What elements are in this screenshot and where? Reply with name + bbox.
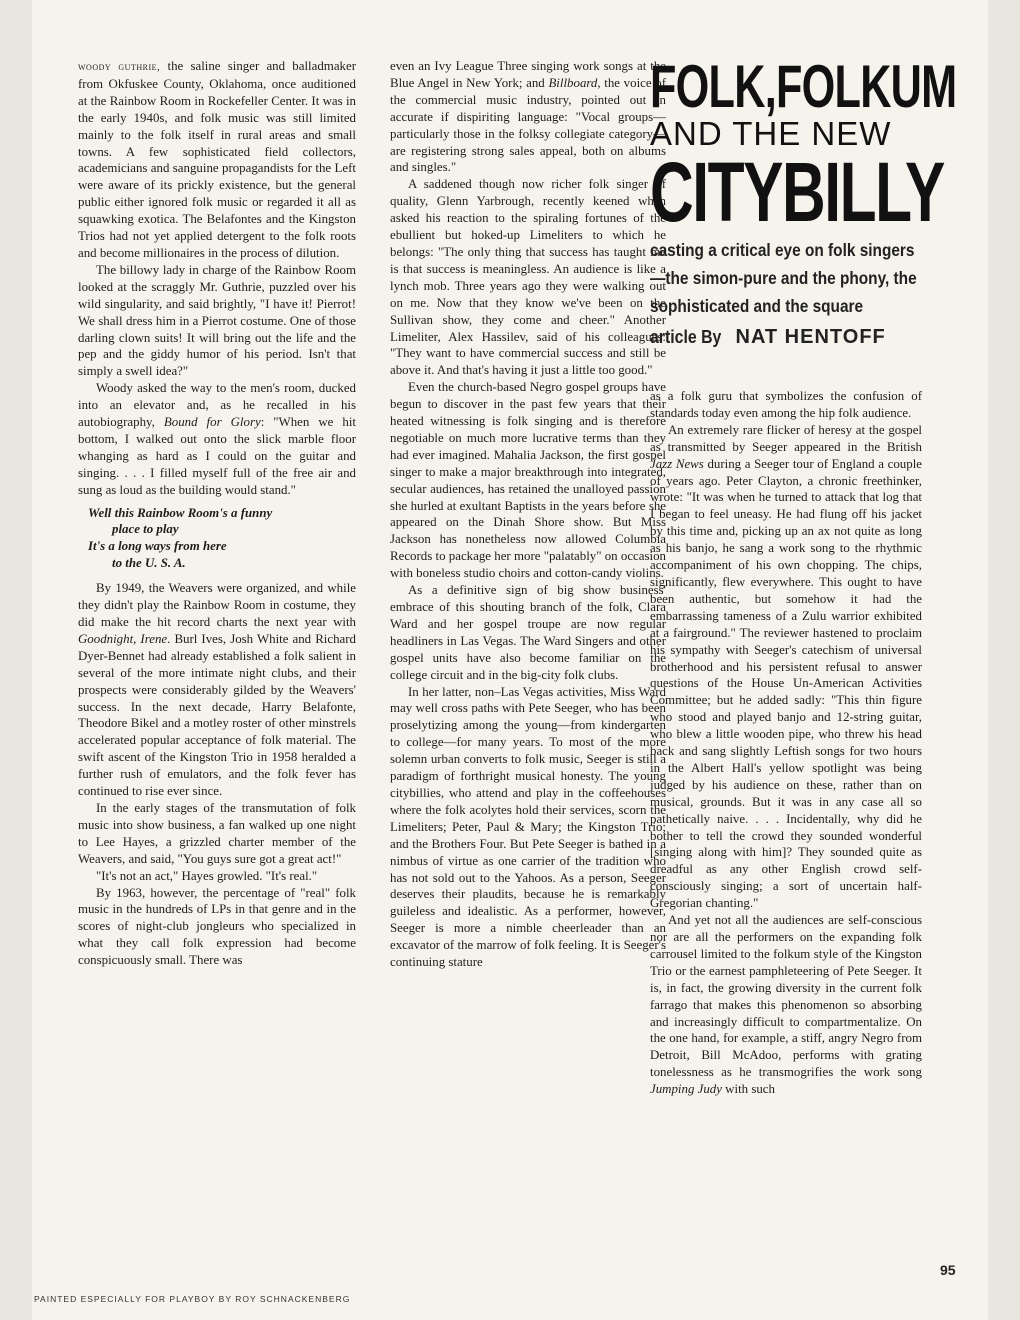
headline-line-2: AND THE NEW [650,115,892,152]
page-number: 95 [940,1262,956,1278]
paragraph: Even the church-based Negro gospel groups have begun to discover in the past few years that their heated witnessing is folk singing and is therefore negotiable on much more lucrative terms than they had ever imagined. Mahalia Jackson, the first gospel singer to make a major breakthrough into integrated, secular audiences, has retained the unalloyed passion she hurled at exultant Baptists in the years before she appeared on the Dinah Shore show. But Miss Jackson has nonetheless now allowed Columbia Records to package her more "palatably" on occasion with boneless studio choirs and cotton-candy violins. [390,380,666,581]
paragraph: In the early stages of the transmutation of folk music into show business, a fan walked up one night to Lee Hayes, a grizzled charter member of the Weavers, and said, "You guys sure got a great act!" [78,800,356,866]
paragraph: In her latter, non–Las Vegas activities, Miss Ward may well cross paths with Pete Seeger, who has been proselytizing among the young—from kindergarten to college—for many years. To most of the more solemn urban converts to folk music, Seeger is still a paradigm of forthright musical honesty. The young citybillies, who attend and play in the coffeehouses where the folk acolytes hold their services, scorn the Limeliters; Peter, Paul & Mary; the Kingston Trio; and the Brothers Four. But Pete Seeger is bathed in a nimbus of virtue as one carrier of the tradition who has not sold out to the Yahoos. As a person, Seeger deserves their plaudits, because he is remarkably guileless and idealistic. As a performer, however, Seeger is more a nimble cheerleader than an excavator of the marrow of folk feeling. It is Seeger's continuing stature [390,684,666,970]
paragraph: "It's not an act," Hayes growled. "It's real." [96,868,318,883]
paragraph: Woody asked the way to the men's room, ducked into an elevator and, as he recalled in his autobiography, Bound for Glory: "When we hit bottom, I walked out onto the slick marble floor whanging as hard as I could on the guitar and singing. . . . I filled myself full of the free air and sung as loud as the building would stand." [78,381,356,497]
illustration-credit: PAINTED ESPECIALLY FOR PLAYBOY BY ROY SCHNACKENBERG [34,1294,351,1304]
article-dek: casting a critical eye on folk singers—the simon-pure and the phony, the sophisticated and the square [650,240,917,316]
paragraph: By 1949, the Weavers were organized, and while they didn't play the Rainbow Room in costume, they did make the hit record charts the next year with Goodnight, Irene. Burl Ives, Josh White and Richard Dyer-Bennet had already established a folk salient in several of the more intimate night clubs, and their prospects were considerably gilded by the Weavers' success. In the next decade, Harry Belafonte, Theodore Bikel and a motley roster of other minstrels accelerated popular acceptance of folk material. The swift ascent of the Kingston Trio in 1958 heralded a further rush of emulators, and the folk fever has continued to rise ever since. [78,581,356,799]
magazine-page [32,0,988,1320]
magazine-title: Jazz News [650,456,704,471]
paragraph: And yet not all the audiences are self-conscious nor are all the performers on the expanding folk carrousel limited to the folkum style of the Kingston Trio or the earnest pamphleteering of Pete Seeger. It is, in fact, the growing diversity in the current folk farrago that makes this phenomenon so absorbing and increasingly difficult to compartmentalize. On the one hand, for example, a stiff, angry Negro from Detroit, Bill McAdoo, performs with grating tonelessness as he transmogrifies the work song Jumping Judy with such [650,913,922,1097]
paragraph: An extremely rare flicker of heresy at the gospel as transmitted by Seeger appeared in the British Jazz News during a Seeger tour of England a couple of years ago. Peter Clayton, a chronic freethinker, wrote: "It was when he turned to attack that log that I began to feel uneasy. He had flung off his jacket by this time and, picking up an ax not quite as long as his banjo, he sang a work song to the rhythmic accompaniment of his own chopping. The chips, significantly, flew everywhere. This ought to have been authentic, but somehow it had the embarrassing tameness of a Zulu warrior exhibited at a fairground." The reviewer hastened to proclaim his sympathy with Seeger's catechism of universal brotherhood and his persistent refusal to answer questions of the House Un-American Activities Committee; but he added sadly: "This thin figure who stood and played banjo and 12-string guitar, who blew a little wooden pipe, who threw his head back and sang slightly Leftish songs for two hours in the Albert Hall's yellow spotlight was being judged by his audience on these, rather than on musical, grounds. But it was in any case all so pathetically naive. . . . Incidentally, why did he bother to tell the crowd they sounded wonderful [singing along with him]? They sounded quite as dreadful as any other English crowd self-consciously singing; a sort of uncertain half-Gregorian chanting." [650,422,922,911]
paragraph: A saddened though now richer folk singer of quality, Glenn Yarbrough, recently keened when asked his reaction to the spiraling fortunes of the ebullient but hoked-up Limeliters to which he belongs: "The only thing that success has taught me is that success is meaningless. An audience is like a lynch mob. Three years ago they were walking out on me. Now that they know we've been on the Sullivan show, they come and cheer." Another Limeliter, Alex Hassilev, said of his colleagues: "They want to have commercial success and still be above it. And that's having it just a little too good." [390,177,666,378]
byline [650,326,886,349]
author-name: NAT HENTOFF [735,326,886,348]
headline-line-1: FOLK,FOLKUM [650,53,957,120]
magazine-title: Billboard [548,75,598,90]
paragraph: woody guthrie, the saline singer and balladmaker from Okfuskee County, Oklahoma, once auditioned at the Rainbow Room in Rockefeller Center. It was in the early 1940s, and folk music was still limited mainly to the folk itself in rural areas and small towns. A few sophisticated field collectors, academicians and sanguine propagandists for the Left were aware of its prickly existence, but the general public either ignored folk music or regarded it all as squawking exotica. The Belafontes and the Kingston Trios had not yet applied detergent to the folk roots and become millionaires in the process of dilution. [78,59,357,260]
paragraph: By 1963, however, the percentage of "real" folk music in the hundreds of LPs in that genre and in the scores of night-club jongleurs who specialized in what they call folk expression had become conspicuously small. There was [78,885,356,968]
lead-in-name: woody guthrie, [78,61,161,73]
byline-label: article By [650,327,722,347]
headline-line-3: CITYBILLY [650,145,944,239]
song-title: Jumping Judy [650,1082,722,1097]
paragraph: even an Ivy League Three singing work songs at the Blue Angel in New York; and Billboard, the voice of the commercial music industry, pointed out in accurate if dispiriting language: "Vocal groups—particularly those in the folksy collegiate category—are registering strong sales appeal, both on albums and singles." [390,59,667,175]
song-title: Goodnight, Irene [78,631,168,646]
article-column-3 [650,388,922,1098]
paragraph: as a folk guru that symbolizes the confusion of standards today even among the hip folk audience. [650,389,922,420]
paragraph: As a definitive sign of big show business' embrace of this shouting branch of the folk, Clara Ward and her gospel troupe are now regular headliners in Las Vegas. The Ward Singers and other gospel units have also become familiar on the college circuit and in the big-city folk clubs. [390,583,666,682]
song-verse: Well this Rainbow Room's a funny place to play It's a long ways from here to the U. S. A. [88,505,273,571]
article-headline [650,53,957,239]
book-title: Bound for Glory [163,415,261,430]
article-column-2 [390,58,666,971]
article-column-1 [78,58,356,969]
paragraph: The billowy lady in charge of the Rainbow Room looked at the scraggly Mr. Guthrie, puzzled over his wild singularity, and said brightly, "I have it! Pierrot! We shall dress him in a Pierrot costume. One of those darling clown suits! It will bring out the life and the pep and the giddy humor of his period. Isn't that simply a swell idea?" [78,262,356,379]
